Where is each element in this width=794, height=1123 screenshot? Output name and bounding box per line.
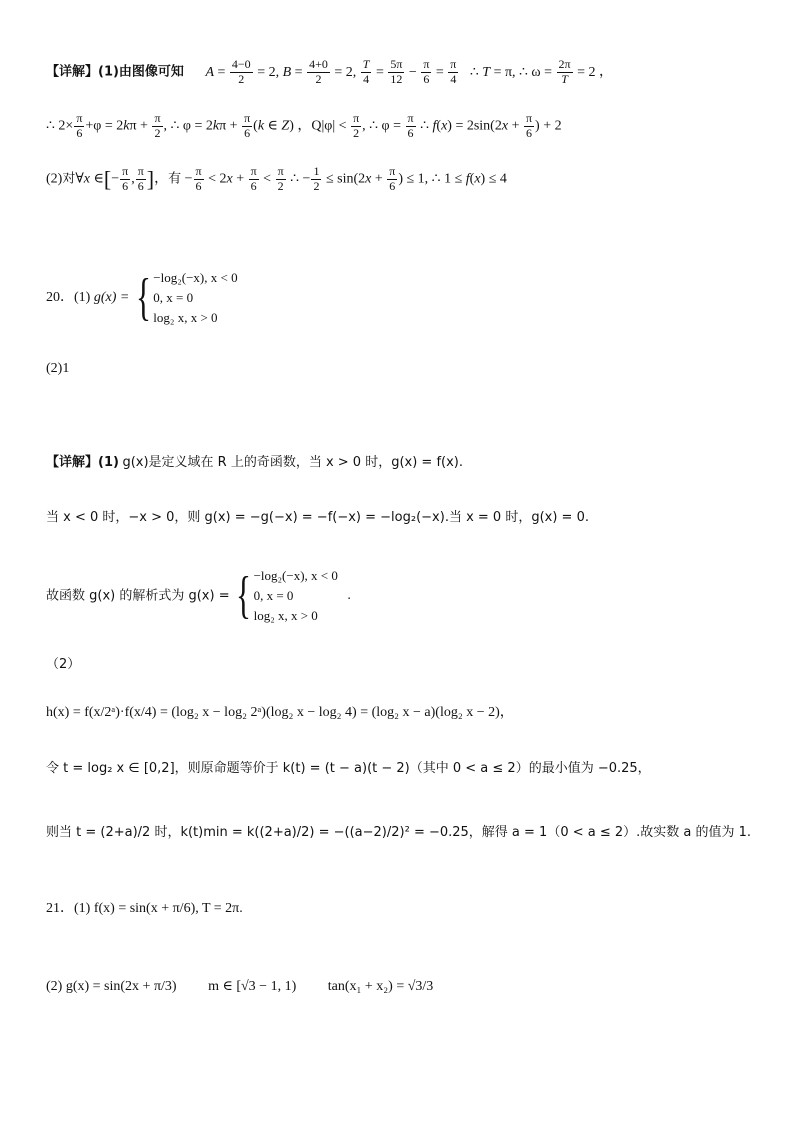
p20-detail-line1 xyxy=(46,456,463,470)
p20-brace: { xyxy=(135,269,151,327)
p20-cases xyxy=(254,566,338,626)
p20-case: 0, x = 0 xyxy=(153,290,194,306)
p20-detail-text: g(x)是定义域在 R 上的奇函数，当 x > 0 时，g(x) = f(x). xyxy=(122,455,464,470)
p19-line1 xyxy=(46,58,613,87)
p20-case: −log₂(−x), x < 0 xyxy=(253,568,338,583)
p20-number: 20．(1) xyxy=(46,290,91,306)
p19-line1-math: A = $\frac{4-0}{2}$ = 2, B = $\frac{4+0}{2}$ = 2, $\frac{T}{4}$ = $\frac{5\pi}{12}$ − $\frac{\pi}{6}$ = $\frac{\pi}{4}$ ∴ T = π, ∴ ω = $\frac{2\pi}{T}$ = 2 xyxy=(205,57,600,86)
p21-part2-label: (2) xyxy=(46,979,63,994)
p21-part2-g: g(x) = sin(2x + π/3) xyxy=(65,979,177,994)
p20-cases xyxy=(153,268,237,328)
p19-line1-tail: ， xyxy=(599,64,614,80)
p19-detail-head: 【详解】(1)由图像可知 xyxy=(46,64,184,80)
p20-answer-1 xyxy=(46,268,238,328)
p19-line2: ∴ 2× $\frac{\pi}{6}$ +φ = 2kπ + $\frac{\pi}{2}$ , ∴ φ = 2kπ + $\frac{\pi}{6}$ (k ∈ Z) ，Q|φ| < $\frac{\pi}{2}$ , ∴ φ = $\frac{\pi}{6}$ ∴ f(x) = 2sin(2x + $\frac{\pi}{6}$ ) + 2 xyxy=(46,111,562,140)
p20-detail-head: 【详解】(1) xyxy=(46,455,119,470)
p20-case: 0, x = 0 xyxy=(253,588,294,604)
p21-part2-m: m ∈ [√3 − 1, 1) xyxy=(208,979,297,994)
p20-detail-suffix: . xyxy=(347,588,351,604)
p20-case: log₂ x, x > 0 xyxy=(253,608,318,624)
p21-part1-math: f(x) = sin(x + π/6), T = 2π. xyxy=(93,901,243,916)
p20-brace: { xyxy=(236,567,252,625)
p20-t-line: 令 t = log₂ x ∈ [0,2]，则原命题等价于 k(t) = (t − a)(t − 2)（其中 0 < a ≤ 2）的最小值为 −0.25， xyxy=(46,761,651,776)
p20-g-def: g(x) = xyxy=(93,290,130,306)
p20-part2-answer: (2)1 xyxy=(46,361,70,376)
p20-detail-line3 xyxy=(46,566,351,626)
p21-part2-tan: tan(x₁ + x₂) = √3/3 xyxy=(327,979,434,994)
p20-detail-line2: 当 x < 0 时，−x > 0，则 g(x) = −g(−x) = −f(−x) = −log₂(−x).当 x = 0 时，g(x) = 0. xyxy=(46,510,589,525)
p19-part2: (2)对∀x ∈[− $\frac{\pi}{6}$ , $\frac{\pi}{6}$ ]，有 − $\frac{\pi}{6}$ < 2x + $\frac{\pi}{6}$ < $\frac{\pi}{2}$ ∴ − $\frac{1}{2}$ ≤ sin(2x + $\frac{\pi}{6}$ ) ≤ 1, ∴ 1 ≤ f(x) ≤ 4 xyxy=(46,164,507,193)
p21-part1 xyxy=(46,902,243,916)
p21-part2 xyxy=(46,980,433,994)
p20-part2-label: （2） xyxy=(46,657,81,672)
p20-h-line: h(x) = f(x/2ᵃ)·f(x/4) = (log₂ x − log₂ 2ᵃ)(log₂ x − log₂ 4) = (log₂ x − a)(log₂ x − 2)， xyxy=(46,705,514,720)
p20-case: log₂ x, x > 0 xyxy=(153,310,218,326)
p21-number: 21．(1) xyxy=(46,901,91,916)
p20-detail-prefix: 故函数 g(x) 的解析式为 g(x) = xyxy=(46,588,230,604)
p20-case: −log₂(−x), x < 0 xyxy=(153,270,238,285)
p20-final-line: 则当 t = (2+a)/2 时，k(t)min = k((2+a)/2) = −((a−2)/2)² = −0.25，解得 a = 1（0 < a ≤ 2）.故实数 a 的值为 1. xyxy=(46,825,752,840)
